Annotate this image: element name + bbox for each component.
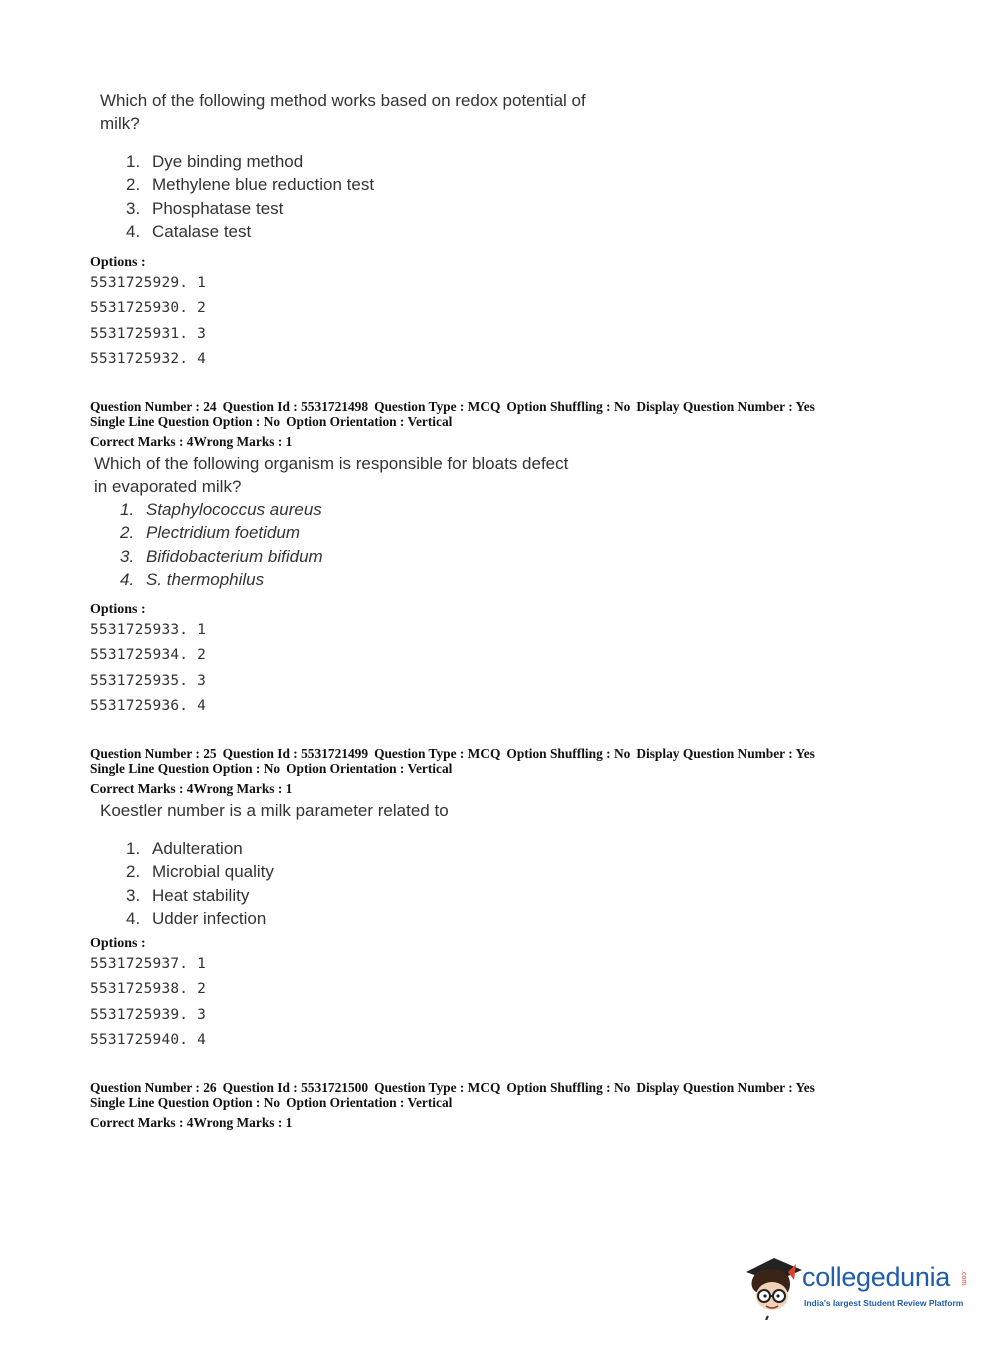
logo-wordmark: collegedunia: [802, 1262, 951, 1292]
question-25-choices: [126, 837, 274, 930]
choice-item: 4. Catalase test: [126, 221, 252, 241]
question-24-options: [90, 618, 206, 719]
choice-item: 2. Methylene blue reduction test: [126, 175, 375, 195]
question-24-marks: Correct Marks : 4Wrong Marks : 1: [90, 434, 293, 449]
question-26-marks: Correct Marks : 4Wrong Marks : 1: [90, 1115, 293, 1130]
meta-line-1: Question Number : 25 Question Id : 5531721499 Question Type : MCQ Option Shuffling : No Display Question Number : Yes: [90, 746, 815, 761]
meta-line-1: Question Number : 26 Question Id : 5531721500 Question Type : MCQ Option Shuffling : No Display Question Number : Yes: [90, 1080, 815, 1095]
option-id: 5531725931. 3: [90, 325, 207, 342]
option-id: 5531725933. 1: [90, 622, 207, 638]
collegedunia-logo: [744, 1250, 974, 1320]
choice-item: 3. Bifidobacterium bifidum: [120, 546, 323, 566]
choice-item: 4. S. thermophilus: [120, 569, 265, 589]
choice-item: 2. Microbial quality: [126, 862, 274, 882]
choice-item: 4. Udder infection: [126, 908, 267, 928]
question-text-line: Koestler number is a milk parameter related to: [100, 801, 449, 820]
options-label: Options :: [90, 936, 146, 951]
mascot-icon: [744, 1250, 804, 1320]
question-23-options: [90, 271, 206, 372]
option-id: 5531725937. 1: [90, 956, 207, 972]
question-25-marks: Correct Marks : 4Wrong Marks : 1: [90, 781, 293, 796]
meta-line-2: Single Line Question Option : No Option Orientation : Vertical: [90, 760, 453, 776]
option-id: 5531725930. 2: [90, 300, 207, 317]
option-id: 5531725935. 3: [90, 672, 207, 689]
question-24-text: [94, 452, 568, 498]
choice-item: 2. Plectridium foetidum: [120, 523, 301, 543]
question-23-text: [100, 89, 586, 135]
question-25-meta: [90, 747, 815, 776]
meta-line-2: Single Line Question Option : No Option Orientation : Vertical: [90, 413, 453, 429]
logo-domain-suffix: .com: [960, 1270, 967, 1286]
question-text-line: milk?: [100, 114, 140, 133]
question-text-line: in evaporated milk?: [94, 477, 242, 496]
meta-line-2: Single Line Question Option : No Option Orientation : Vertical: [90, 1094, 453, 1110]
option-id: 5531725938. 2: [90, 981, 207, 998]
choice-item: 3. Heat stability: [126, 885, 250, 905]
logo-tagline: India's largest Student Review Platform: [804, 1298, 964, 1308]
choice-item: 1. Dye binding method: [126, 152, 304, 171]
choice-item: 1. Adulteration: [126, 839, 243, 858]
option-id: 5531725939. 3: [90, 1006, 207, 1023]
options-label: Options :: [90, 602, 146, 617]
question-text-line: Which of the following organism is responsible for bloats defect: [94, 454, 569, 473]
choice-item: 1. Staphylococcus aureus: [120, 500, 322, 519]
question-24-meta: [90, 400, 815, 429]
choice-item: 3. Phosphatase test: [126, 198, 284, 218]
question-25-options: [90, 952, 206, 1053]
question-26-meta: [90, 1081, 815, 1110]
question-23-choices: [126, 150, 374, 243]
question-25-text: [100, 799, 449, 822]
meta-line-1: Question Number : 24 Question Id : 5531721498 Question Type : MCQ Option Shuffling : No Display Question Number : Yes: [90, 399, 815, 414]
option-id: 5531725940. 4: [90, 1031, 207, 1048]
option-id: 5531725934. 2: [90, 647, 207, 664]
question-text-line: Which of the following method works based on redox potential of: [100, 91, 586, 110]
option-id: 5531725932. 4: [90, 350, 207, 367]
option-id: 5531725936. 4: [90, 697, 207, 714]
option-id: 5531725929. 1: [90, 275, 207, 291]
options-label: Options :: [90, 255, 146, 270]
question-24-choices: [120, 498, 323, 591]
